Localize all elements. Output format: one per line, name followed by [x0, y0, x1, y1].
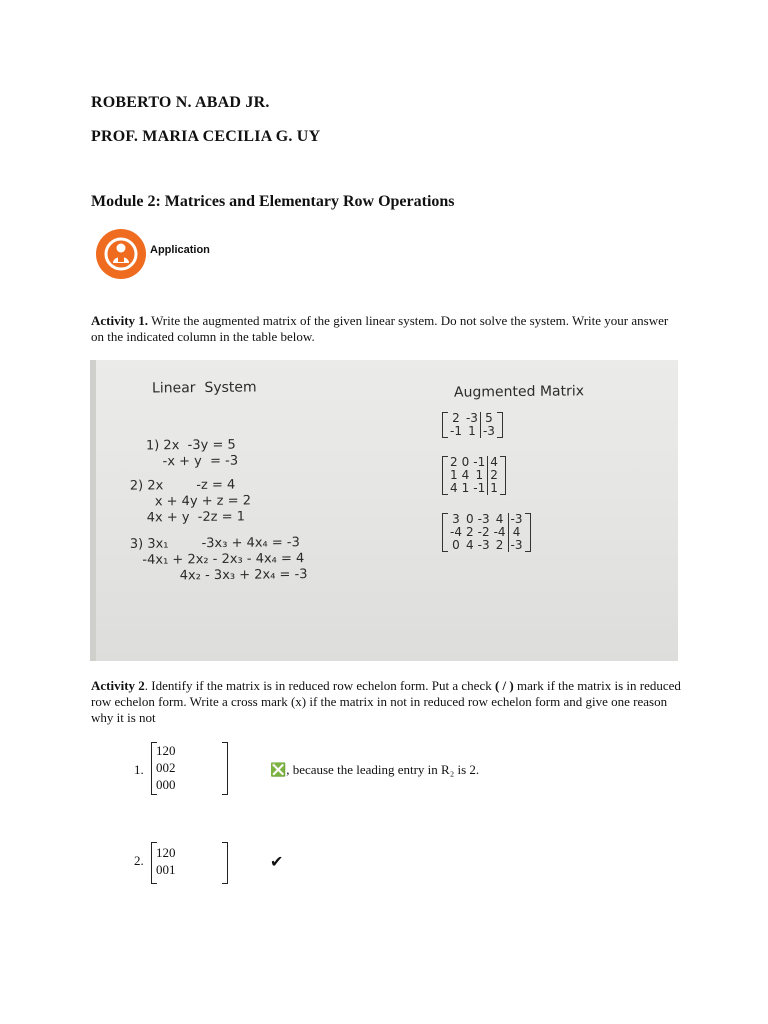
- item-2-matrix: 1 2 0 0 0 1: [156, 845, 176, 877]
- item-1-number: 1.: [134, 762, 144, 777]
- system-2: 2) 2x -z = 4 x + 4y + z = 2 4x + y -2z = 1: [129, 477, 252, 526]
- activity-1-instructions: [91, 313, 681, 345]
- system-3: 3) 3x₁ -3x₃ + 4x₄ = -3 -4x₁ + 2x₂ - 2x₃ - 4x₄ = 4 4x₂ - 3x₃ + 2x₄ = -3: [129, 535, 308, 584]
- person-icon: [96, 229, 146, 279]
- check-mark-icon: ✔: [270, 854, 284, 871]
- activity-2-label: Activity 2: [91, 678, 145, 693]
- activity-1-label: Activity 1.: [91, 313, 149, 328]
- augmented-matrix-3: 3 0 -3 4 -3 -4 2 -2 -4 4 0 4 -3 2 -3: [448, 513, 525, 552]
- linear-system-header: Linear System: [151, 379, 257, 397]
- augmented-matrix-1: 2 -3 5 -1 1 -3: [448, 412, 497, 438]
- professor-name: PROF. MARIA CECILIA G. UY: [91, 128, 321, 145]
- handwritten-answer-photo: [90, 360, 678, 661]
- student-name: ROBERTO N. ABAD JR.: [91, 94, 270, 111]
- activity-1-text: Write the augmented matrix of the given linear system. Do not solve the system. Write your answer on the indicated column in the table below.: [91, 313, 669, 344]
- system-1: 1) 2x -3y = 5 -x + y = -3: [145, 437, 239, 470]
- augmented-matrix-2: 2 0 -1 4 1 4 1 2 4 1 -1 1: [448, 456, 500, 495]
- augmented-matrix-header: Augmented Matrix: [453, 383, 585, 401]
- item-1-matrix: 1 2 0 0 0 2 0 0 0: [156, 743, 176, 792]
- application-badge: [96, 229, 210, 279]
- application-label: Application: [150, 244, 210, 256]
- module-title: Module 2: Matrices and Elementary Row Operations: [91, 193, 455, 210]
- item-2-number: 2.: [134, 853, 144, 868]
- item-1-answer: ❎, because the leading entry in R₂ is 2.: [270, 762, 480, 777]
- cross-mark-icon: ❎: [270, 762, 287, 777]
- check-symbol: ( / ): [494, 678, 514, 693]
- activity-2-instructions: Activity 2. Identify if the matrix is in reduced row echelon form. Put a check ( / ) mark if the matrix is in reduced row echelon form. Write a cross mark (x) if the matrix in not in reduced row echelon form and give one reason why it is not: [91, 678, 681, 725]
